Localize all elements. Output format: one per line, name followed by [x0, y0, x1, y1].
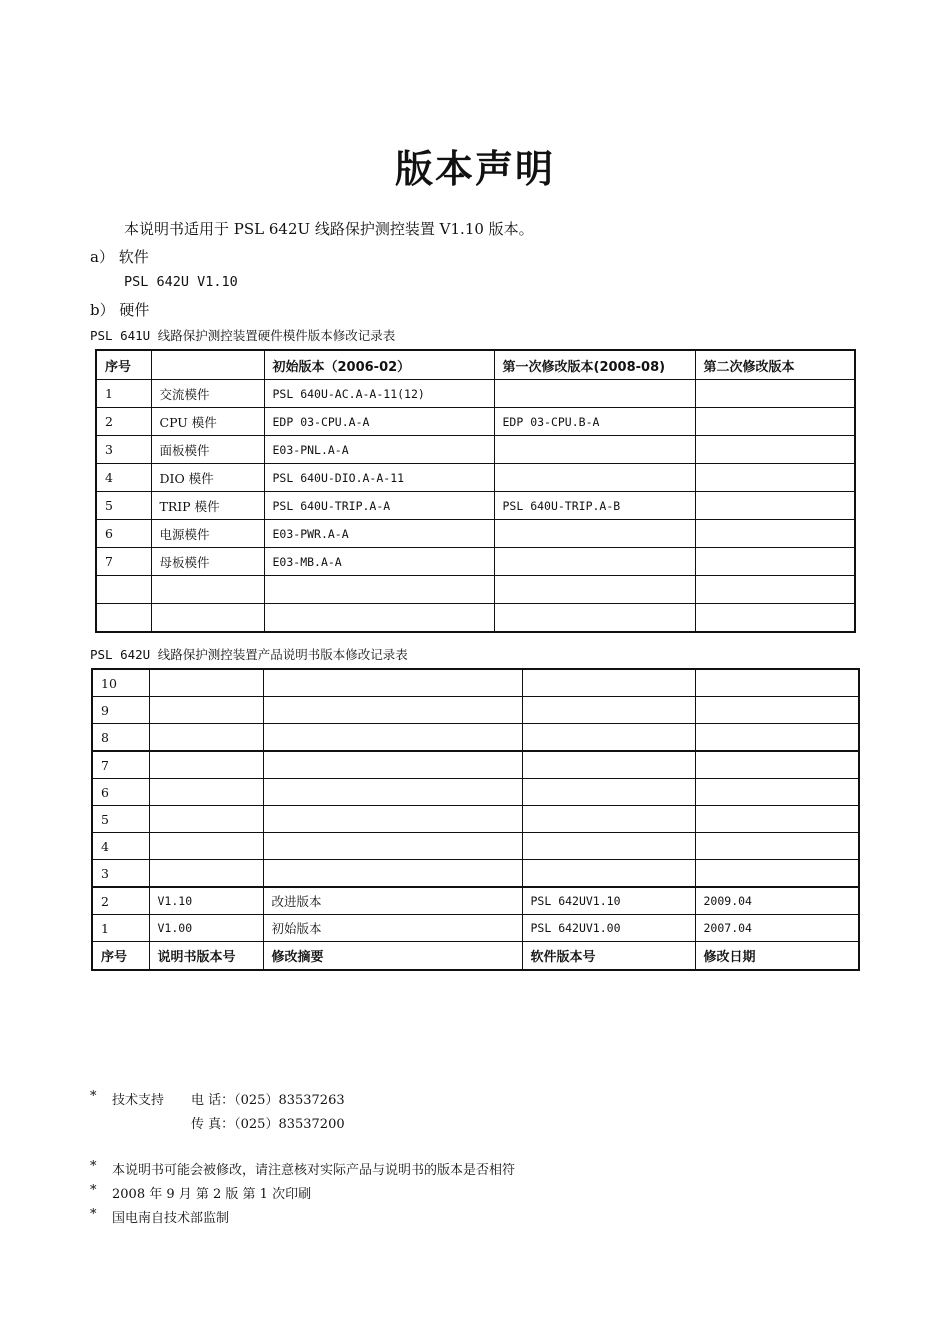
- table-cell: EDP 03-CPU.B-A: [494, 408, 695, 436]
- note-marker: *: [90, 1183, 97, 1198]
- table-cell: [522, 751, 695, 779]
- note-marker: *: [90, 1159, 97, 1174]
- table-cell: [149, 779, 263, 806]
- table-cell: 2: [92, 887, 149, 915]
- table-cell: [264, 576, 494, 604]
- note-item: 本说明书可能会被修改，请注意核对实际产品与说明书的版本是否相符: [112, 1163, 516, 1178]
- header-cell: 序号: [96, 350, 151, 380]
- table-cell: [695, 833, 859, 860]
- table-cell: [522, 806, 695, 833]
- table-cell: [695, 436, 855, 464]
- header-cell: [151, 350, 264, 380]
- table-row: [96, 604, 855, 633]
- table-cell: 7: [92, 751, 149, 779]
- table-cell: 6: [92, 779, 149, 806]
- table-cell: 7: [96, 548, 151, 576]
- table-cell: 4: [96, 464, 151, 492]
- table-cell: [695, 751, 859, 779]
- table-row: [92, 833, 859, 860]
- page-title: 版本声明: [394, 147, 555, 191]
- table-cell: PSL 640U-AC.A-A-11(12): [264, 380, 494, 408]
- table-row: [96, 436, 855, 464]
- header-cell: 修改日期: [695, 942, 859, 971]
- table-cell: 10: [92, 669, 149, 697]
- table-row: [92, 751, 859, 779]
- table-cell: EDP 03-CPU.A-A: [264, 408, 494, 436]
- table-row: [96, 576, 855, 604]
- support-label: 技术支持: [112, 1093, 165, 1108]
- software-version: PSL 642U V1.10: [124, 274, 238, 290]
- table-cell: 5: [96, 492, 151, 520]
- table-cell: V1.00: [149, 915, 263, 942]
- table-row: [92, 724, 859, 752]
- table-cell: [522, 724, 695, 752]
- table-cell: 3: [92, 860, 149, 888]
- support-fax: 传 真：（025）83537200: [191, 1117, 345, 1132]
- table-row: [96, 408, 855, 436]
- software-label: a） 软件: [90, 248, 149, 266]
- support-marker: *: [90, 1089, 97, 1104]
- table-cell: [149, 806, 263, 833]
- hw-table-caption: PSL 641U 线路保护测控装置硬件模件版本修改记录表: [90, 328, 396, 343]
- table-cell: [522, 860, 695, 888]
- table-cell: 2007.04: [695, 915, 859, 942]
- table-row: [92, 860, 859, 888]
- table-cell: [149, 751, 263, 779]
- hardware-version-table: [95, 349, 856, 633]
- table-cell: 电源模件: [151, 520, 264, 548]
- table-cell: V1.10: [149, 887, 263, 915]
- table-cell: [695, 604, 855, 633]
- table-cell: CPU 模件: [151, 408, 264, 436]
- table-cell: [522, 779, 695, 806]
- table-cell: [494, 380, 695, 408]
- note-item: 2008 年 9 月 第 2 版 第 1 次印刷: [112, 1187, 312, 1202]
- table-cell: [96, 604, 151, 633]
- table-cell: E03-PNL.A-A: [264, 436, 494, 464]
- table-cell: 改进版本: [263, 887, 522, 915]
- manual-table-caption: PSL 642U 线路保护测控装置产品说明书版本修改记录表: [90, 647, 408, 662]
- table-row: [92, 915, 859, 942]
- table-cell: 4: [92, 833, 149, 860]
- table-row: [92, 697, 859, 724]
- table-cell: [151, 604, 264, 633]
- support-phone: 电 话：（025）83537263: [191, 1093, 345, 1108]
- note-item: 国电南自技术部监制: [112, 1211, 230, 1226]
- table-cell: [695, 576, 855, 604]
- table-cell: [263, 751, 522, 779]
- table-cell: [263, 724, 522, 752]
- table-cell: [149, 833, 263, 860]
- table-cell: [695, 860, 859, 888]
- table-cell: 9: [92, 697, 149, 724]
- table-cell: 6: [96, 520, 151, 548]
- manual-version-table: [91, 668, 860, 971]
- note-marker: *: [90, 1207, 97, 1222]
- table-cell: [695, 724, 859, 752]
- table-cell: 初始版本: [263, 915, 522, 942]
- table-row: [92, 779, 859, 806]
- table-cell: [149, 697, 263, 724]
- table-row: [92, 806, 859, 833]
- table-cell: [695, 408, 855, 436]
- table-cell: [263, 697, 522, 724]
- table-cell: 3: [96, 436, 151, 464]
- table-row: [92, 887, 859, 915]
- table-cell: 2009.04: [695, 887, 859, 915]
- header-cell: 说明书版本号: [149, 942, 263, 971]
- table-cell: [494, 520, 695, 548]
- table-cell: [149, 724, 263, 752]
- table-cell: [494, 436, 695, 464]
- table-cell: [263, 833, 522, 860]
- table-cell: [522, 697, 695, 724]
- table-cell: [149, 669, 263, 697]
- table-cell: [695, 779, 859, 806]
- table-cell: 交流模件: [151, 380, 264, 408]
- table-row: [96, 548, 855, 576]
- table-cell: E03-MB.A-A: [264, 548, 494, 576]
- table-cell: [695, 697, 859, 724]
- intro-text: 本说明书适用于 PSL 642U 线路保护测控装置 V1.10 版本。: [124, 220, 534, 238]
- table-cell: 5: [92, 806, 149, 833]
- table-cell: PSL 640U-TRIP.A-B: [494, 492, 695, 520]
- table-cell: [522, 669, 695, 697]
- header-cell: 第二次修改版本: [695, 350, 855, 380]
- table-cell: [151, 576, 264, 604]
- table-cell: [522, 833, 695, 860]
- table-cell: [695, 492, 855, 520]
- header-cell: 修改摘要: [263, 942, 522, 971]
- table-cell: [695, 669, 859, 697]
- table-cell: PSL 642UV1.00: [522, 915, 695, 942]
- table-cell: TRIP 模件: [151, 492, 264, 520]
- table-cell: [695, 464, 855, 492]
- table-header-row: [92, 942, 859, 971]
- table-cell: 1: [92, 915, 149, 942]
- table-row: [96, 520, 855, 548]
- table-cell: 1: [96, 380, 151, 408]
- table-cell: 8: [92, 724, 149, 752]
- table-cell: [494, 576, 695, 604]
- header-cell: 序号: [92, 942, 149, 971]
- table-cell: 母板模件: [151, 548, 264, 576]
- table-cell: PSL 642UV1.10: [522, 887, 695, 915]
- hardware-label: b） 硬件: [90, 301, 150, 319]
- header-cell: 软件版本号: [522, 942, 695, 971]
- table-cell: PSL 640U-TRIP.A-A: [264, 492, 494, 520]
- table-cell: [494, 604, 695, 633]
- table-cell: DIO 模件: [151, 464, 264, 492]
- table-row: [96, 492, 855, 520]
- table-cell: [263, 806, 522, 833]
- table-header-row: [96, 350, 855, 380]
- table-row: [92, 669, 859, 697]
- table-cell: E03-PWR.A-A: [264, 520, 494, 548]
- table-row: [96, 464, 855, 492]
- header-cell: 初始版本（2006-02）: [264, 350, 494, 380]
- table-cell: [263, 669, 522, 697]
- table-cell: [264, 604, 494, 633]
- table-cell: 2: [96, 408, 151, 436]
- table-cell: [263, 779, 522, 806]
- table-cell: [494, 464, 695, 492]
- table-cell: [263, 860, 522, 888]
- header-cell: 第一次修改版本(2008-08): [494, 350, 695, 380]
- table-cell: [494, 548, 695, 576]
- table-cell: 面板模件: [151, 436, 264, 464]
- table-cell: [149, 860, 263, 888]
- table-cell: [96, 576, 151, 604]
- table-cell: [695, 520, 855, 548]
- table-cell: PSL 640U-DIO.A-A-11: [264, 464, 494, 492]
- table-cell: [695, 380, 855, 408]
- table-cell: [695, 806, 859, 833]
- table-row: [96, 380, 855, 408]
- table-cell: [695, 548, 855, 576]
